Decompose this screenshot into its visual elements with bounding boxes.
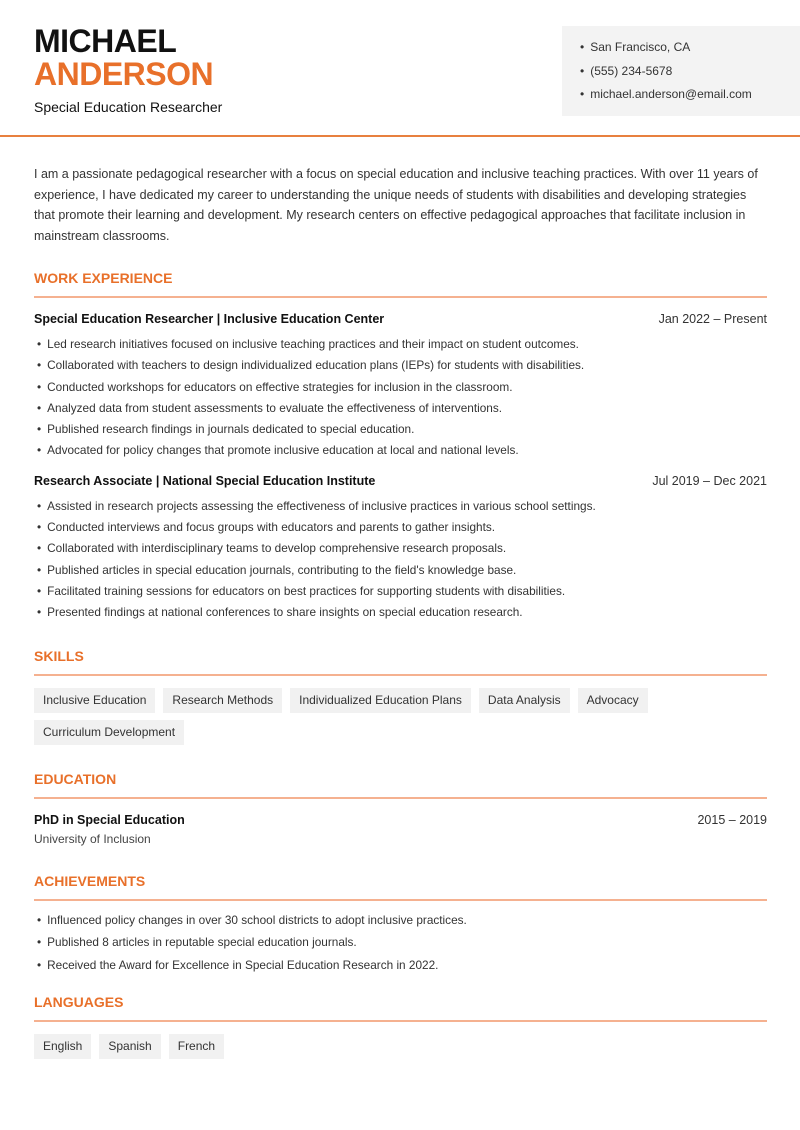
section-heading: SKILLS: [34, 647, 84, 664]
skill-tag: Curriculum Development: [34, 720, 184, 745]
contact-phone: • (555) 234-5678: [580, 63, 800, 87]
job-title: Special Education Researcher | Inclusive Education Center: [34, 312, 385, 326]
list-item: • Facilitated training sessions for educators on best practices for supporting students with disabilities.: [34, 581, 767, 602]
section-heading: WORK EXPERIENCE: [34, 270, 173, 286]
list-item: • Led research initiatives focused on inclusive teaching practices and their impact on student outcomes.: [34, 334, 767, 355]
list-item: • Published articles in special education journals, contributing to the field's knowledge base.: [34, 560, 767, 581]
job-title: Research Associate | National Special Education Institute: [34, 473, 376, 488]
education-dates: 2015 – 2019: [697, 812, 767, 827]
list-item: • Conducted interviews and focus groups with educators and parents to gather insights.: [34, 517, 767, 538]
skill-tag: Individualized Education Plans: [290, 688, 471, 713]
job-dates: Jan 2022 – Present: [658, 312, 767, 326]
achievements-section: [34, 871, 767, 977]
summary: I am a passionate pedagogical researcher with a focus on special education and inclusive teaching practices. With over 11 years of experience, I have dedicated my career to understanding the unique needs of students with disabilities and developing strategies that promote their learning and development. My research centers on effective pedagogical approaches that facilitate inclusion in mainstream classrooms.: [34, 167, 758, 243]
section-divider: [34, 674, 767, 676]
skills-section: [34, 646, 767, 745]
job-header: [34, 472, 767, 490]
list-item: • Received the Award for Excellence in Special Education Research in 2022.: [34, 954, 767, 977]
first-name: MICHAEL: [34, 23, 177, 59]
list-item: • Published 8 articles in reputable special education journals.: [34, 931, 767, 954]
school: University of Inclusion: [34, 831, 151, 846]
degree: PhD in Special Education: [34, 812, 185, 827]
list-item: • Assisted in research projects assessing the effectiveness of inclusive practices in various school settings.: [34, 496, 767, 517]
section-heading: EDUCATION: [34, 770, 117, 787]
job-bullets: [34, 334, 767, 462]
skill-tag: Data Analysis: [479, 688, 570, 713]
job-title: Special Education Researcher: [34, 99, 223, 115]
list-item: • Analyzed data from student assessments to evaluate the effectiveness of interventions.: [34, 398, 767, 419]
list-item: • Published research findings in journals dedicated to special education.: [34, 419, 767, 440]
list-item: • Influenced policy changes in over 30 school districts to adopt inclusive practices.: [34, 909, 767, 932]
language-tag: French: [169, 1034, 224, 1059]
skill-tag: Advocacy: [578, 688, 648, 713]
contact-email[interactable]: • michael.anderson@email.com: [580, 86, 800, 110]
list-item: • Collaborated with interdisciplinary teams to develop comprehensive research proposals.: [34, 538, 767, 559]
languages-section: [34, 992, 767, 1059]
last-name: ANDERSON: [34, 56, 214, 92]
resume-header: [0, 0, 800, 137]
section-heading: LANGUAGES: [34, 994, 124, 1011]
education-section: [34, 769, 767, 849]
contact-box: [562, 26, 800, 116]
job-header: [34, 310, 767, 328]
language-tag: Spanish: [99, 1034, 160, 1059]
list-item: • Collaborated with teachers to design individualized education plans (IEPs) for students with disabilities.: [34, 355, 767, 376]
list-item: • Presented findings at national conferences to share insights on special education research.: [34, 602, 767, 623]
contact-location: • San Francisco, CA: [580, 39, 800, 63]
job-bullets: [34, 496, 767, 624]
section-divider: [34, 1020, 767, 1022]
section-divider: [34, 296, 767, 298]
language-tag: English: [34, 1034, 91, 1059]
work-experience-section: [34, 268, 767, 624]
section-divider: [34, 797, 767, 799]
job-dates: Jul 2019 – Dec 2021: [652, 473, 767, 488]
list-item: • Conducted workshops for educators on effective strategies for inclusion in the classroom.: [34, 377, 767, 398]
section-heading: ACHIEVEMENTS: [34, 872, 146, 889]
skill-tag: Research Methods: [163, 688, 282, 713]
list-item: • Advocated for policy changes that promote inclusive education at local and national levels.: [34, 440, 767, 461]
section-divider: [34, 899, 767, 901]
skill-tag: Inclusive Education: [34, 688, 155, 713]
